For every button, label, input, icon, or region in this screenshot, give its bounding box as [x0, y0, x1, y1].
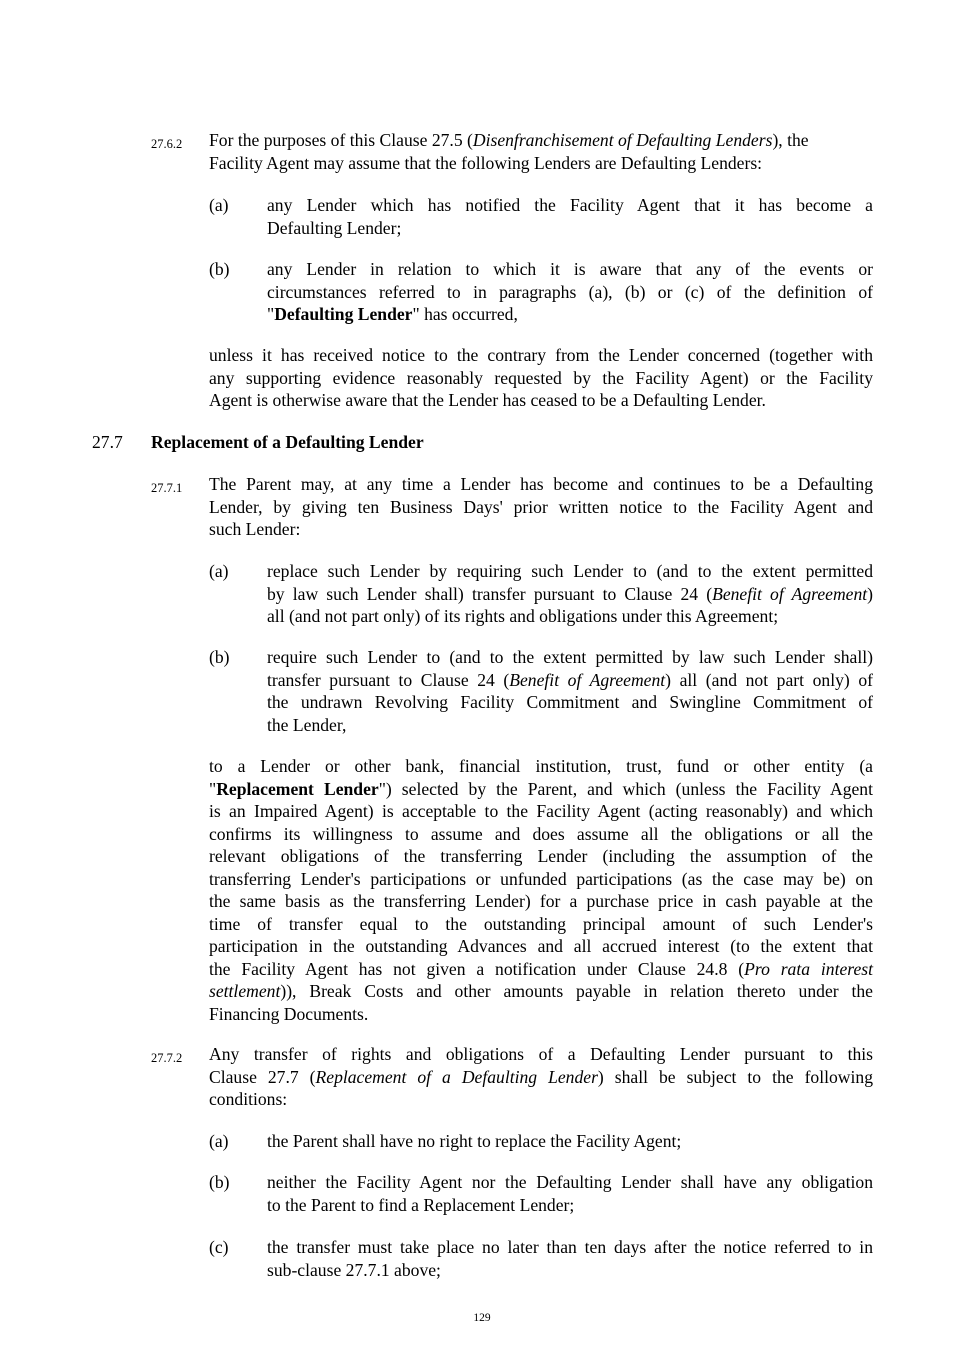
list-item: replace such Lender by requiring such Lender to (and to the extent permitted by law such Lender shall) transfer pursuant to Clause 24 (Benefit of Agreement) all (and not part only) of its rights and obligations under this Agreement;: [267, 561, 874, 626]
clause-27-6-2-intro: For the purposes of this Clause 27.5 (Disenfranchisement of Defaulting Lenders), the Facility Agent may assume that the following Lenders are Defaulting Lenders:: [209, 130, 809, 173]
item-label-b: (b): [209, 647, 230, 667]
clause-27-7-1-closing: to a Lender or other bank, financial institution, trust, fund or other entity (a "Replacement Lender") selected by the Parent, and which (unless the Facility Agent is an Impaired Agent) is acceptable to the Facility Agent (acting reasonably) and which confirms its willingness to assume and does assume all the obligations or all the relevant obligations of the transferring Lender (including the assumption of the transferring Lender's participations or unfunded participations (as the case may be) on the same basis as the transferring Lender) for a purchase price in cash payable at the time of transfer equal to the outstanding principal amount of such Lender's participation in the outstanding Advances and all accrued interest (to the extent that the Facility Agent has not given a notification under Clause 24.8 (Pro rata interest settlement)), Break Costs and other amounts payable in relation thereto under the Financing Documents.: [209, 756, 874, 1024]
item-label-b: (b): [209, 259, 230, 279]
list-item: any Lender in relation to which it is aware that any of the events or circumstances referred to in paragraphs (a), (b) or (c) of the definition of "Defaulting Lender" has occurred,: [267, 259, 873, 324]
item-label-c: (c): [209, 1237, 229, 1257]
item-label-a: (a): [209, 1131, 229, 1151]
list-item: the transfer must take place no later than ten days after the notice referred to in sub-clause 27.7.1 above;: [267, 1237, 873, 1280]
item-label-a: (a): [209, 561, 229, 581]
list-item: require such Lender to (and to the extent permitted by law such Lender shall) transfer pursuant to Clause 24 (Benefit of Agreement) all (and not part only) of the undrawn Revolving Facility Commitment and Swingline Commitment of the Lender,: [267, 647, 873, 735]
page-number: 129: [473, 1312, 491, 1324]
clause-number-27-7-1: 27.7.1: [151, 481, 183, 495]
clause-number-27-7: 27.7: [92, 432, 123, 452]
list-item: any Lender which has notified the Facility Agent that it has become a Defaulting Lender;: [267, 195, 873, 238]
list-item: neither the Facility Agent nor the Defaulting Lender shall have any obligation to the Parent to find a Replacement Lender;: [267, 1172, 873, 1215]
item-label-b: (b): [209, 1172, 230, 1192]
clause-27-7-1-intro: The Parent may, at any time a Lender has become and continues to be a Defaulting Lender, by giving ten Business Days' prior written notice to the Facility Agent and such Lender:: [209, 474, 873, 539]
list-item: the Parent shall have no right to replace the Facility Agent;: [267, 1131, 682, 1151]
clause-number-27-6-2: 27.6.2: [151, 137, 183, 151]
clause-27-6-2-closing: unless it has received notice to the contrary from the Lender concerned (together with any supporting evidence reasonably requested by the Facility Agent) or the Facility Agent is otherwise aware that the Lender has ceased to be a Defaulting Lender.: [209, 345, 873, 410]
clause-27-7-2-intro: Any transfer of rights and obligations of a Defaulting Lender pursuant to this Clause 27.7 (Replacement of a Defaulting Lender) shall be subject to the following conditions:: [209, 1044, 873, 1109]
section-heading: Replacement of a Defaulting Lender: [151, 432, 424, 452]
clause-number-27-7-2: 27.7.2: [151, 1051, 183, 1065]
item-label-a: (a): [209, 195, 229, 215]
